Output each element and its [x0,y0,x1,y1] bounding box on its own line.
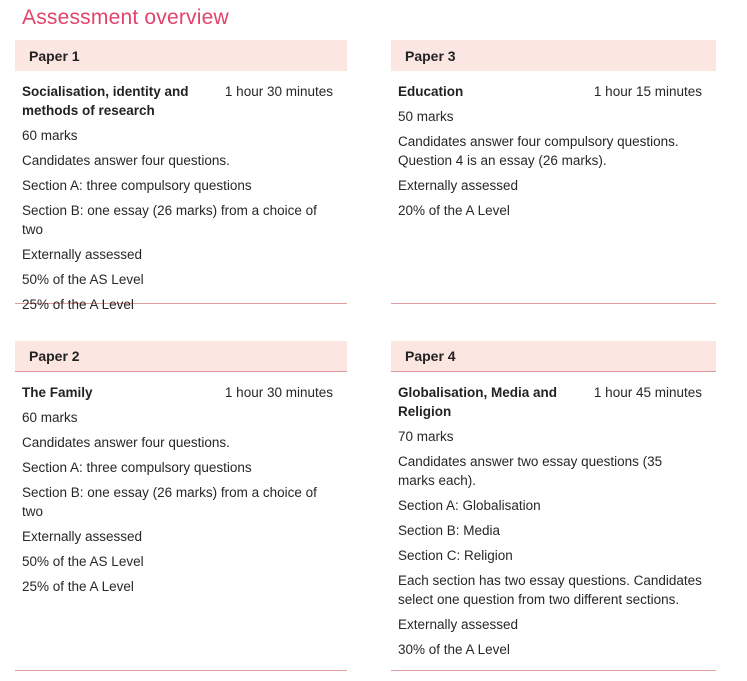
paper-detail-line: 70 marks [398,429,454,444]
paper-subject-row [22,82,333,120]
paper-detail-line: 25% of the A Level [22,297,134,312]
paper-card-3 [391,40,716,304]
paper-details [22,408,333,596]
paper-detail-line: 60 marks [22,128,78,143]
paper-duration: 1 hour 45 minutes [593,385,702,400]
paper-detail-line: 60 marks [22,410,78,425]
paper-name: Paper 4 [405,348,456,364]
paper-content [15,372,347,670]
paper-detail-line: Candidates answer four questions. [22,153,230,168]
paper-detail-line: Candidates answer two essay questions (35 marks each). [398,454,663,488]
paper-header-band [391,341,716,372]
paper-name: Paper 1 [29,47,80,64]
paper-subject: Globalisation, Media and Religion [398,385,558,419]
papers-grid [15,40,747,671]
paper-subject: Socialisation, identity and methods of research [22,84,189,118]
paper-detail-line: 50% of the AS Level [22,554,144,569]
paper-detail-line: 25% of the A Level [22,579,134,594]
paper-detail-line: Externally assessed [398,178,519,193]
paper-subject-row [398,383,702,421]
paper-content [391,372,716,670]
paper-duration: 1 hour 30 minutes [224,84,333,99]
paper-card-1 [15,40,347,312]
paper-detail-line: 30% of the A Level [398,642,510,657]
paper-detail-line: Section A: Globalisation [398,498,541,513]
paper-content [15,71,347,320]
paper-card-4 [391,341,716,671]
paper-subject: Education [398,84,464,99]
paper-details [398,107,702,220]
paper-detail-line: Section A: three compulsory questions [22,460,252,475]
paper-subject: The Family [22,385,93,400]
paper-detail-line: Candidates answer four questions. [22,435,230,450]
paper-name: Paper 3 [405,47,456,64]
paper-detail-line: 20% of the A Level [398,203,510,218]
paper-details [22,126,333,314]
paper-header-band [391,40,716,71]
paper-detail-line: Section A: three compulsory questions [22,178,252,193]
paper-detail-line: 50% of the AS Level [22,272,144,287]
paper-name: Paper 2 [29,348,80,364]
paper-detail-line: Section B: one essay (26 marks) from a choice of two [22,203,317,237]
paper-card-2 [15,341,347,671]
paper-detail-line: Candidates answer four compulsory questions. Question 4 is an essay (26 marks). [398,134,679,168]
paper-detail-line: Externally assessed [22,529,143,544]
paper-detail-line: 50 marks [398,109,454,124]
paper-subject-row [22,383,333,402]
paper-detail-line: Section C: Religion [398,548,513,563]
paper-header-band [15,341,347,372]
paper-detail-line: Section B: Media [398,523,501,538]
paper-detail-line: Externally assessed [22,247,143,262]
paper-subject-row [398,82,702,101]
page-title: Assessment overview [22,6,229,29]
paper-detail-line: Externally assessed [398,617,519,632]
paper-duration: 1 hour 30 minutes [224,385,333,400]
paper-detail-line: Section B: one essay (26 marks) from a choice of two [22,485,317,519]
paper-header-band [15,40,347,71]
paper-details [398,427,702,659]
paper-content [391,71,716,303]
paper-detail-line: Each section has two essay questions. Candidates select one question from two different sections. [398,573,702,607]
paper-duration: 1 hour 15 minutes [593,84,702,99]
